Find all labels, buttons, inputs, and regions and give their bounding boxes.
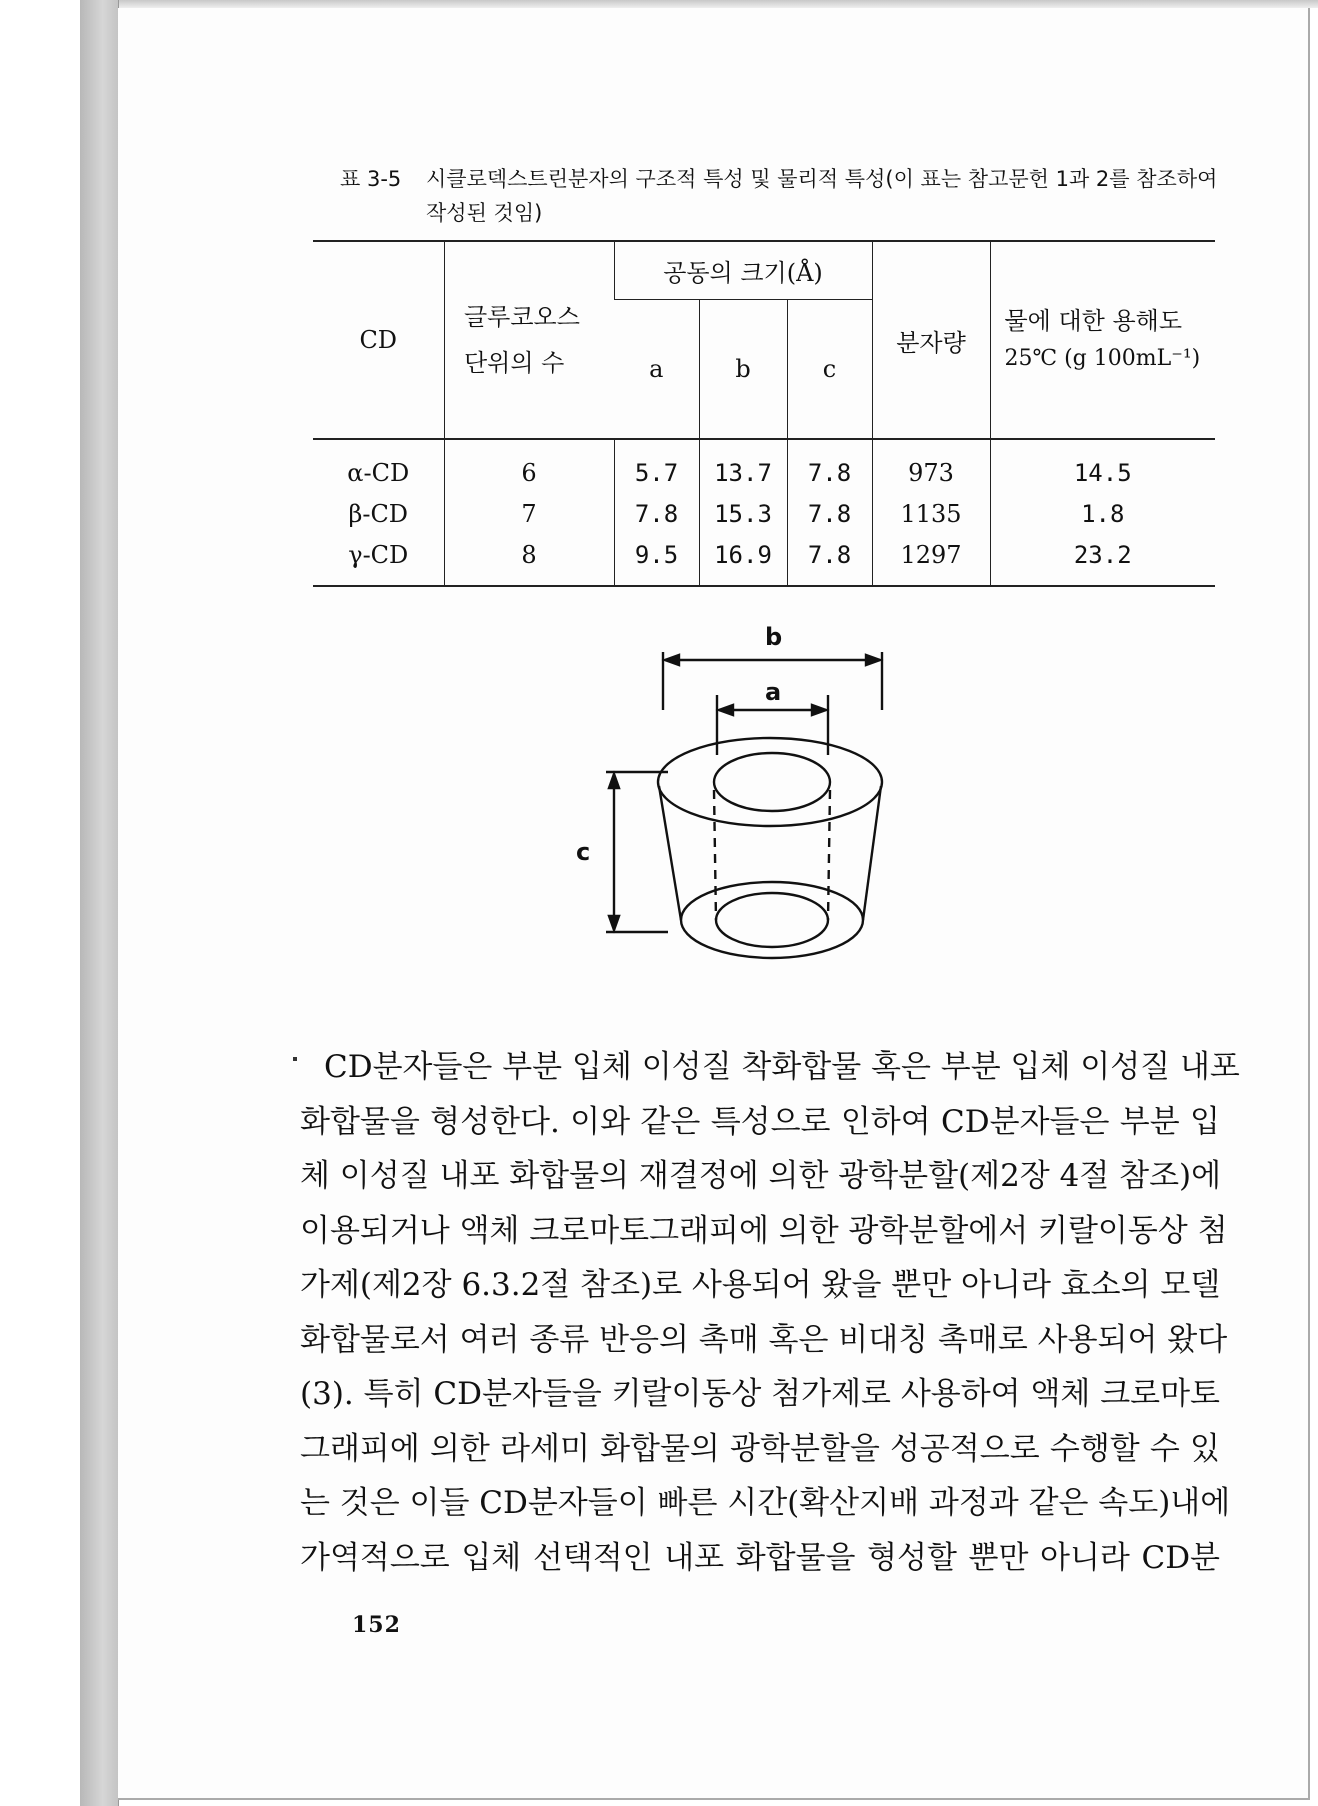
header-glucose-units xyxy=(444,241,614,439)
body-line: CD분자들은 부분 입체 이성질 착화합물 혹은 부분 입체 이성질 내포 xyxy=(324,1049,1240,1085)
header-b: b xyxy=(699,299,787,439)
cell-units: 6 xyxy=(444,439,614,493)
header-c: c xyxy=(787,299,872,439)
cell-a: 5.7 xyxy=(614,439,699,493)
label-c: c xyxy=(576,838,591,866)
cell-b: 15.3 xyxy=(699,493,787,534)
header-a: a xyxy=(614,299,699,439)
c-arrow-top xyxy=(609,774,619,788)
cone-bottom-inner-rim xyxy=(716,893,828,947)
body-line: 는 것은 이들 CD분자들이 빠른 시간(확산지배 과정과 같은 속도)내에 xyxy=(300,1485,1231,1521)
body-paragraph xyxy=(300,1040,1240,1585)
cell-cd: γ-CD xyxy=(313,534,444,586)
paragraph-marker xyxy=(293,1057,297,1061)
a-arrow-left xyxy=(719,705,733,715)
book-spine-edge xyxy=(80,0,119,1806)
cell-units: 7 xyxy=(444,493,614,534)
cell-cd: α-CD xyxy=(347,458,410,487)
body-line: (3). 특히 CD분자들을 키랄이동상 첨가제로 사용하여 액체 크로마토 xyxy=(300,1376,1220,1412)
cavity-right-hidden-edge xyxy=(828,790,830,920)
table-row xyxy=(313,534,1215,586)
body-line: 그래피에 의한 라세미 화합물의 광학분할을 성공적으로 수행할 수 있 xyxy=(300,1430,1220,1467)
cell-c: 7.8 xyxy=(787,493,872,534)
cell-sol: 1.8 xyxy=(990,493,1215,534)
body-line: 가제(제2장 6.3.2절 참조)로 사용되어 왔을 뿐만 아니라 효소의 모델 xyxy=(300,1267,1221,1303)
header-molecular-weight: 분자량 xyxy=(872,241,990,439)
cone-top-inner-rim xyxy=(714,753,830,811)
cell-a: 7.8 xyxy=(614,493,699,534)
header-solubility-line2: 25℃ (g 100mL⁻¹) xyxy=(1004,346,1201,371)
cyclodextrin-table xyxy=(313,240,1215,587)
cell-c: 7.8 xyxy=(787,534,872,586)
header-cd: CD xyxy=(313,241,444,439)
b-arrow-right xyxy=(866,655,880,665)
cone-bottom-back-arc xyxy=(681,882,863,920)
header-solubility-line1: 물에 대한 용해도 xyxy=(1004,307,1183,335)
cell-mw: 1135 xyxy=(872,493,990,534)
cell-mw: 973 xyxy=(872,439,990,493)
cell-mw: 1297 xyxy=(872,534,990,586)
cell-cd: β-CD xyxy=(348,499,409,528)
page-number: 152 xyxy=(352,1612,401,1638)
body-line: 이용되거나 액체 크로마토그래피에 의한 광학분할에서 키랄이동상 첨 xyxy=(300,1212,1228,1249)
cell-c: 7.8 xyxy=(787,439,872,493)
header-glucose-units-text: 글루코오스 단위의 수 xyxy=(464,303,580,377)
label-b: b xyxy=(765,623,783,651)
header-cavity-size: 공동의 크기(Å) xyxy=(614,241,872,299)
cell-sol: 23.2 xyxy=(990,534,1215,586)
c-arrow-bottom xyxy=(609,916,619,930)
body-line: 가역적으로 입체 선택적인 내포 화합물을 형성할 뿐만 아니라 CD분 xyxy=(300,1539,1220,1576)
cyclodextrin-cone-diagram xyxy=(560,620,900,990)
table-row xyxy=(313,493,1215,534)
table-caption-label: 표 3-5 xyxy=(340,167,402,191)
a-arrow-right xyxy=(812,705,826,715)
label-a: a xyxy=(765,678,782,706)
cell-a: 9.5 xyxy=(614,534,699,586)
table-caption-text: 시클로덱스트린분자의 구조적 특성 및 물리적 특성(이 표는 참고문헌 1과 2를 참조하여 작성된 것임) xyxy=(426,167,1218,225)
body-line: 화합물로서 여러 종류 반응의 촉매 혹은 비대칭 촉매로 사용되어 왔다 xyxy=(300,1321,1228,1358)
cell-b: 16.9 xyxy=(699,534,787,586)
cell-sol: 14.5 xyxy=(990,439,1215,493)
b-arrow-left xyxy=(665,655,679,665)
cell-b: 13.7 xyxy=(699,439,787,493)
header-solubility xyxy=(990,241,1215,439)
table-row xyxy=(313,439,1215,493)
body-line: 체 이성질 내포 화합물의 재결정에 의한 광학분할(제2장 4절 참조)에 xyxy=(300,1158,1222,1194)
cell-units: 8 xyxy=(444,534,614,586)
cone-top-outer-rim xyxy=(658,738,882,826)
cone-bottom-front-arc xyxy=(681,920,863,958)
body-line: 화합물을 형성한다. 이와 같은 특성으로 인하여 CD분자들은 부분 입 xyxy=(300,1103,1220,1140)
book-top-edge xyxy=(80,0,1318,8)
cavity-left-hidden-edge xyxy=(714,790,716,920)
